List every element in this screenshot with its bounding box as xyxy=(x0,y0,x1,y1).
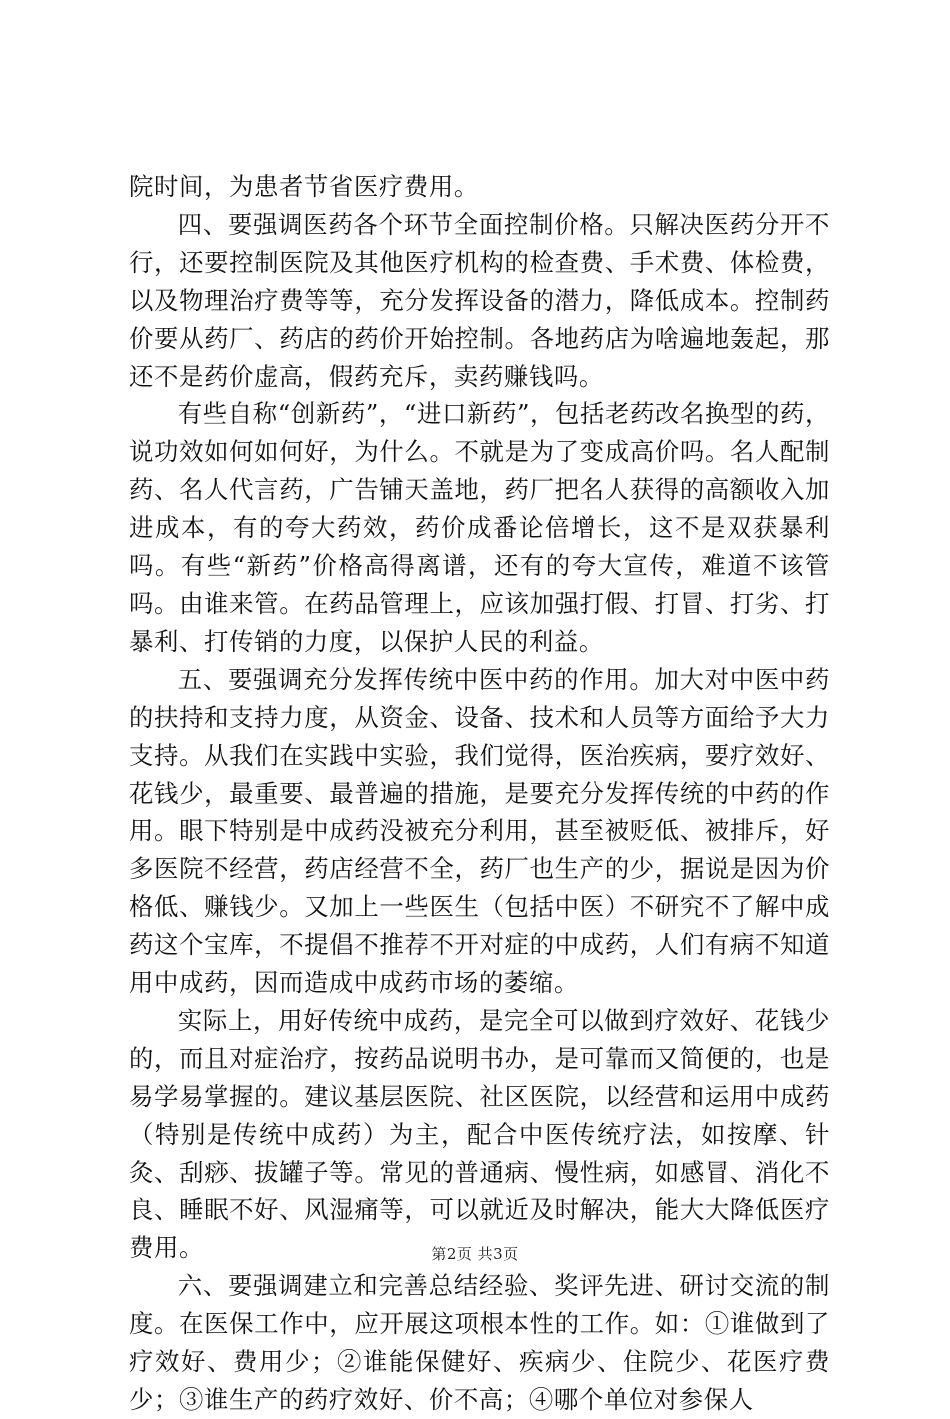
paragraph-chinese-medicine: 实际上，用好传统中成药，是完全可以做到疗效好、花钱少的，而且对症治疗，按药品说明书办，是可靠而又简便的，也是易学易掌握的。建议基层医院、社区医院，以经营和运用中成药（特别是传统中成药）为主，配合中医传统疗法，如按摩、针灸、刮痧、拔罐子等。常见的普通病、慢性病，如感冒、消化不良、睡眠不好、风湿痛等，可以就近及时解决，能大大降低医疗费用。 xyxy=(129,1005,830,1263)
paragraph-section-six: 六、要强调建立和完善总结经验、奖评先进、研讨交流的制度。在医保工作中，应开展这项根本性的工作。如：①谁做到了疗效好、费用少；②谁能保健好、疾病少、住院少、花医疗费少；③谁生产的药疗效好、价不高；④哪个单位对参保人 xyxy=(129,1271,830,1414)
page-footer: 第2页 共3页 xyxy=(431,1245,519,1263)
paragraph-new-drugs: 有些自称“创新药”，“进口新药”，包括老药改名换型的药，说功效如何如何好，为什么。不就是为了变成高价吗。名人配制药、名人代言药，广告铺天盖地，药厂把名人获得的高额收入加进成本，有的夸大药效，药价成番论倍增长，这不是双获暴利吗。有些“新药”价格高得离谱，还有的夸大宣传，难道不该管吗。由谁来管。在药品管理上，应该加强打假、打冒、打劣、打暴利、打传销的力度，以保护人民的利益。 xyxy=(129,399,830,656)
paragraph-section-four: 四、要强调医药各个环节全面控制价格。只解决医药分开不行，还要控制医院及其他医疗机构的检查费、手术费、体检费，以及物理治疗费等等，充分发挥设备的潜力，降低成本。控制药价要从药厂、药店的药价开始控制。各地药店为啥遍地轰起，那还不是药价虚高，假药充斥，卖药赚钱吗。 xyxy=(129,209,830,391)
paragraph-continuation: 院时间，为患者节省医疗费用。 xyxy=(129,172,479,201)
body-text xyxy=(129,168,830,1419)
paragraph-section-five: 五、要强调充分发挥传统中医中药的作用。加大对中医中药的扶持和支持力度，从资金、设备、技术和人员等方面给予大力支持。从我们在实践中实验，我们觉得，医治疾病，要疗效好、花钱少，最重要、最普遍的措施，是要充分发挥传统的中药的作用。眼下特别是中成药没被充分利用，甚至被贬低、被排斥，好多医院不经营，药店经营不全，药厂也生产的少，据说是因为价格低、赚钱少。又加上一些医生（包括中医）不研究不了解中成药这个宝库，不提倡不推荐不开对症的中成药，人们有病不知道用中成药，因而造成中成药市场的萎缩。 xyxy=(129,664,830,998)
